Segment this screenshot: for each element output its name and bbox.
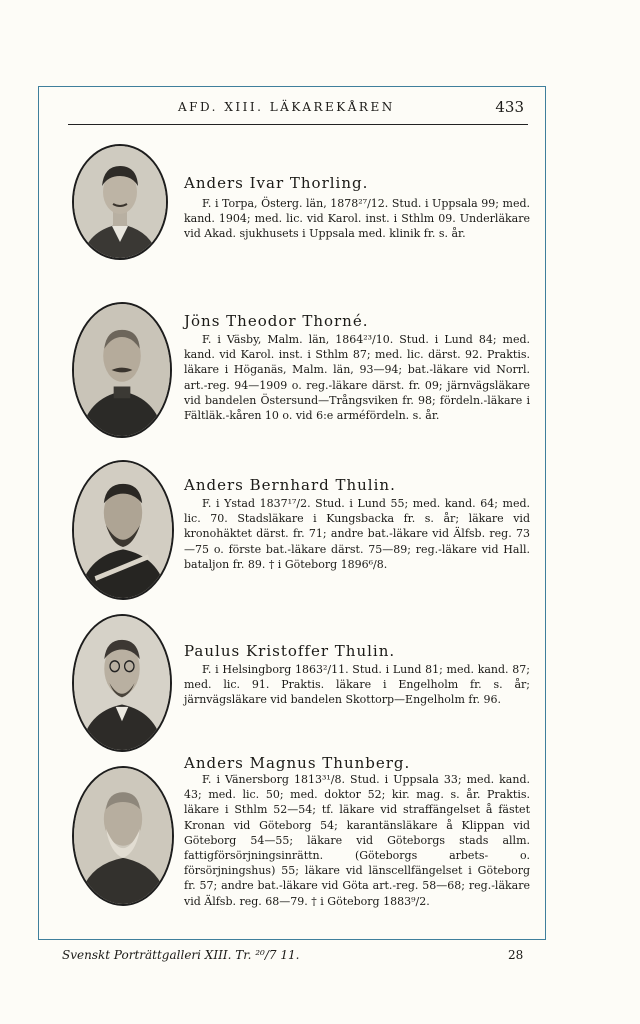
portrait-photo <box>72 766 174 906</box>
running-header <box>68 96 528 125</box>
page-number: 433 <box>495 98 524 116</box>
biography-text: F. i Vänersborg 1813³¹/8. Stud. i Uppsala 33; med. kand. 43; med. lic. 50; med. doktor 52; kir. mag. s. år. Praktis. läkare i Sthlm 52—54; tf. läkare vid straffängelset å fästet Kronan vid Göteborg 54; karantänsläkare å Klippan vid Göteborg 54—55; läkare vid Göteborgs stads allm. fattigförsörjningsinrättn. (Göteborgs arbets- o. försörjningshus) 55; läkare vid länscellfängelset i Göteborg fr. 57; andre bat.-läkare vid Göta art.-reg. 58—68; reg.-läkare vid Älfsb. reg. 68—79. † i Göteborg 1883⁹/2. <box>184 773 530 908</box>
person-name: Anders Bernhard Thulin. <box>184 476 396 494</box>
person-name: Anders Ivar Thorling. <box>184 174 369 192</box>
person-name: Paulus Kristoffer Thulin. <box>184 642 396 660</box>
biography-text: F. i Helsingborg 1863²/11. Stud. i Lund 81; med. kand. 87; med. lic. 91. Praktis. läkare i Engelholm fr. s. år; järnvägsläkare vid bandelen Skottorp—Engelholm fr. 96. <box>184 663 530 707</box>
biography-text: F. i Väsby, Malm. län, 1864²³/10. Stud. i Lund 84; med. kand. vid Karol. inst. i Sthlm 87; med. lic. därst. 92. Praktis. läkare i Höganäs, Malm. län, 93—94; bat.-läkare vid Norrl. art.-reg. 94—1909 o. reg.-läkare därst. fr. 09; järnvägsläkare vid bandelen Östersund—Trångsviken fr. 98; fördeln.-läkare i Fältläk.-kåren 10 o. vid 6:e arméfördeln. s. år. <box>184 333 530 423</box>
biography-text: F. i Torpa, Österg. län, 1878²⁷/12. Stud. i Uppsala 99; med. kand. 1904; med. lic. vid Karol. inst. i Sthlm 09. Underläkare vid Akad. sjukhusets i Uppsala med. klinik fr. s. år. <box>184 197 530 241</box>
portrait-figure <box>74 616 170 750</box>
portrait-photo <box>72 614 172 752</box>
footer-signature: 28 <box>508 948 524 962</box>
person-name: Jöns Theodor Thorné. <box>184 312 369 330</box>
portrait-figure <box>74 768 172 904</box>
portrait-figure <box>74 146 166 258</box>
portrait-figure <box>74 304 170 436</box>
footer-publication: Svenskt Porträttgalleri XIII. Tr. ²⁰/7 11. <box>62 948 300 962</box>
portrait-figure <box>74 462 172 598</box>
person-name: Anders Magnus Thunberg. <box>184 754 411 772</box>
portrait-photo <box>72 144 168 260</box>
biography-text: F. i Ystad 1837¹⁷/2. Stud. i Lund 55; med. kand. 64; med. lic. 70. Stadsläkare i Kungsbacka fr. s. år; läkare vid kronohäktet därst. fr. 71; andre bat.-läkare vid Älfsb. reg. 73—75 o. förste bat.-läkare därst. 75—89; reg.-läkare vid Hall. bataljon fr. 89. † i Göteborg 1896⁶/8. <box>184 497 530 571</box>
section-title: AFD. XIII. LÄKAREKÅREN <box>178 100 395 114</box>
portrait-photo <box>72 460 174 600</box>
portrait-photo <box>72 302 172 438</box>
